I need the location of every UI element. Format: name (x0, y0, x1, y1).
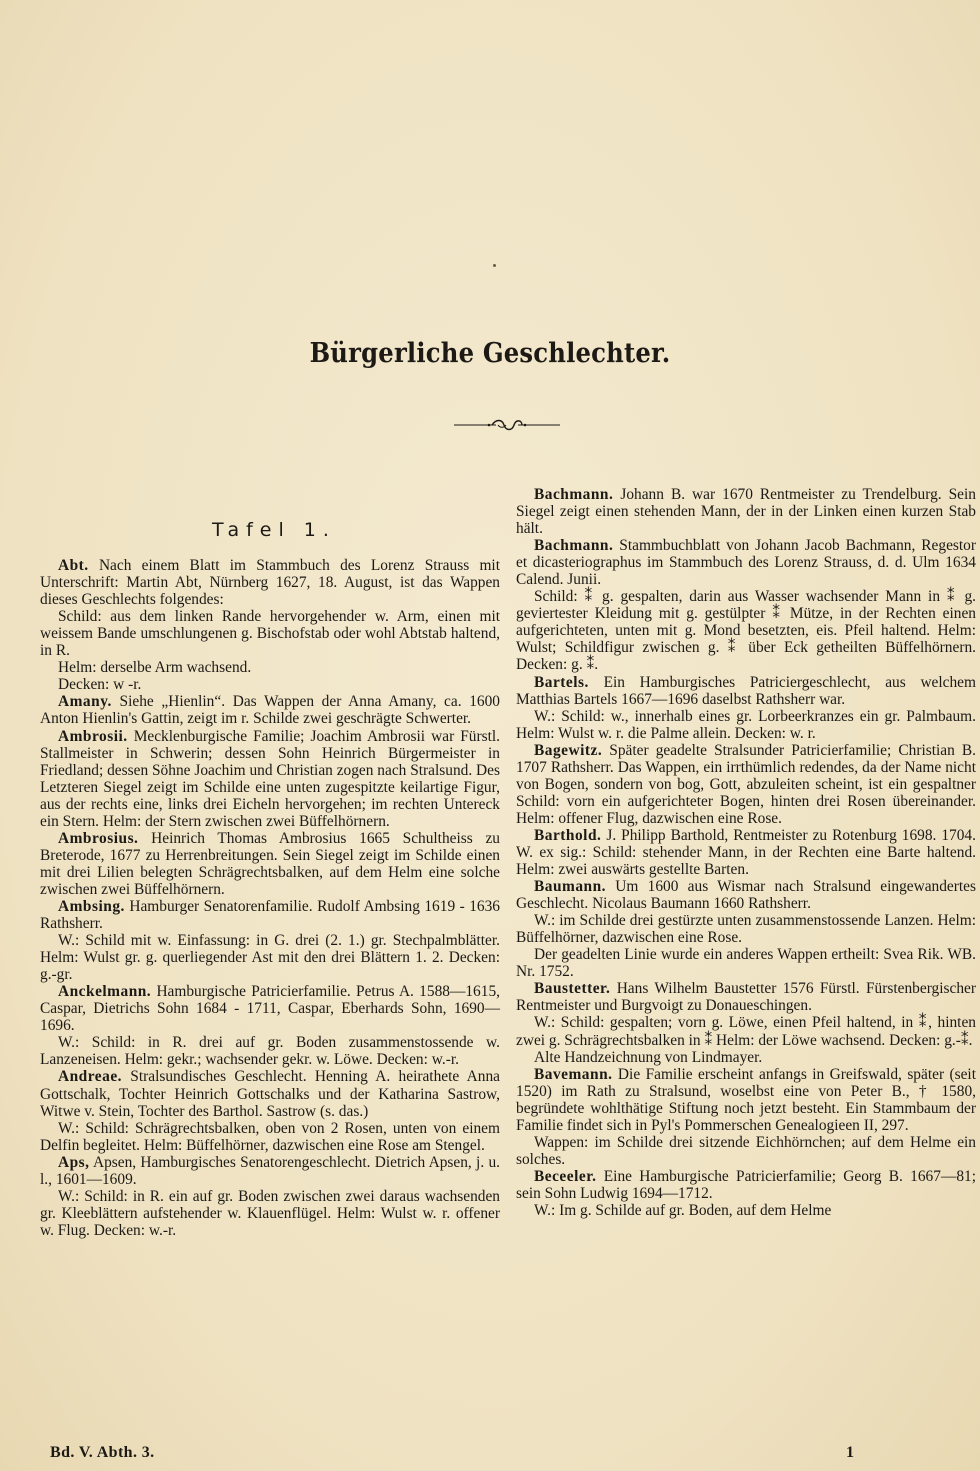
entry-paragraph (516, 486, 976, 537)
entry-text: W.: Schild mit w. Einfassung: in G. drei (2. 1.) gr. Stechpalmblätter. Helm: Wulst gr. g. querliegender Ast mit den drei Blättern 1. 2. Decken: g.-gr. (40, 932, 500, 984)
entry-paragraph (40, 557, 500, 608)
entry-text: W.: im Schilde drei gestürzte unten zusammenstossende Lanzen. Helm: Büffelhörner, dazwischen eine Rose. (516, 912, 976, 947)
entry-paragraph (40, 898, 500, 932)
entry-paragraph (40, 728, 500, 830)
footer-page-number: 1 (846, 1444, 854, 1461)
entry-paragraph (40, 1068, 500, 1119)
entry-text: J. Philipp Barthold, Rentmeister zu Rotenburg 1698. 1704. W. ex sig.: Schild: stehender Mann, in der Rechten eine Barte haltend. Helm: zwei auswärts gestellte Barten. (516, 826, 976, 879)
entry-paragraph (40, 608, 500, 659)
entry-text: Hamburger Senatorenfamilie. Rudolf Ambsing 1619 - 1636 Rathsherr. (40, 897, 500, 933)
entry-paragraph (516, 1066, 976, 1134)
entry-surname: Bartels. (534, 673, 589, 691)
entry-surname: Andreae. (58, 1068, 122, 1086)
entry-surname: Bachmann. (534, 486, 614, 503)
entry-paragraph (40, 932, 500, 983)
entry-text: Heinrich Thomas Ambrosius 1665 Schultheiss zu Breterode, 1677 zu Herrenbreitungen. Sein Siegel zeigt im Schilde einen mit drei Lilien belegten Schrägrechtsbalken, auf dem Helm eine solche zwischen zwei Büffelhörnern. (40, 829, 500, 898)
entry-paragraph (40, 1034, 500, 1068)
entry-text: Schild: ⁑ g. gespalten, darin aus Wasser wachsender Mann in ⁑ g. geviertester Kleidung mit g. gestülpter ⁑ Mütze, in der Rechten einen aufgerichteten, unten mit g. Mond besetzten, eis. Pfeil haltend. Helm: Wulst; Schildfigur zwischen g. ⁑ über Eck getheilten Büffelhörnern. Decken: g. ⁑. (516, 588, 976, 674)
entry-paragraph (40, 1188, 500, 1239)
entry-surname: Anckelmann. (58, 983, 152, 1001)
entry-paragraph (40, 693, 500, 727)
entry-text: Wappen: im Schilde drei sitzende Eichhörnchen; auf dem Helme ein solches. (516, 1133, 976, 1168)
entry-paragraph (516, 674, 976, 708)
entry-text: W.: Schild: gespalten; vorn g. Löwe, einen Pfeil haltend, in ⁑, hinten zwei g. Schrägrechtsbalken in ⁑ Helm: der Löwe wachsend. Decken: g.-⁑. (516, 1014, 976, 1049)
footer-volume: Bd. V. Abth. 3. (50, 1444, 155, 1461)
plate-heading: Tafel 1. (212, 519, 336, 541)
entry-text: Stammbuchblatt von Johann Jacob Bachmann, Regestor et dicasteriographus im Stammbuch des Lorenz Strauss, d. d. Ulm 1634 Calend. Junii. (516, 537, 976, 589)
entry-text: Siehe „Hienlin“. Das Wappen der Anna Amany, ca. 1600 Anton Hienlin's Gattin, zeigt im r. Schilde zwei geschrägte Schwerter. (40, 693, 500, 728)
entry-paragraph (516, 980, 976, 1014)
entry-text: Stralsundisches Geschlecht. Henning A. heirathete Anna Gottschalk, Tochter Heinrich Gottschalks und der Katharina Sastrow, Witwe v. Stein, Tochter des Barthol. Sastrow (s. das.) (40, 1068, 500, 1120)
entry-text: Schild: aus dem linken Rande hervorgehender w. Arm, einen mit weissem Bande umschlungenen g. Bischofstab oder wohl Abtstab haltend, in R. (40, 608, 500, 660)
entry-paragraph (516, 1134, 976, 1168)
entry-text: Mecklenburgische Familie; Joachim Ambrosii war Fürstl. Stallmeister in Schwerin; dessen Sohn Heinrich Bürgermeister in Friedland; dessen Söhne Joachim und Christian zogen nach Stralsund. Des Letzteren Siegel zeigt im Schilde eine unten zugespitzte keilartige Figur, aus der rechts eine, links drei Eicheln hervorgehen; im rechten Untereck ein Stern. Helm: der Stern zwischen zwei Büffelhörnern. (40, 727, 500, 830)
entry-paragraph (516, 1014, 976, 1048)
paper-speck (493, 264, 496, 267)
page-title: Bürgerliche Geschlechter. (309, 338, 671, 369)
entry-surname: Bagewitz. (534, 741, 603, 759)
entry-paragraph (40, 983, 500, 1034)
entry-surname: Abt. (58, 557, 89, 575)
entry-text: Hans Wilhelm Baustetter 1576 Fürstl. Fürstenbergischer Rentmeister und Burgvoigt zu Donaueschingen. (516, 980, 976, 1015)
entry-text: Helm: derselbe Arm wachsend. (58, 659, 252, 677)
entry-text: Decken: w -r. (58, 676, 142, 694)
right-column (516, 486, 976, 1219)
entry-surname: Aps, (58, 1153, 90, 1171)
left-entry-list (40, 557, 500, 1239)
entry-text: Hamburgische Patricierfamilie. Petrus A. 1588—1615, Caspar, Dietrichs Sohn 1684 - 1711, Caspar, Eberhards Sohn, 1690—1696. (40, 983, 500, 1035)
left-column (40, 484, 500, 1239)
right-entry-list (516, 486, 976, 1219)
entry-surname: Amany. (58, 693, 112, 711)
entry-paragraph (40, 1120, 500, 1154)
entry-paragraph (516, 1202, 976, 1219)
entry-text: W.: Im g. Schilde auf gr. Boden, auf dem Helme (534, 1201, 832, 1219)
entry-paragraph (516, 946, 976, 980)
entry-text: W.: Schild: w., innerhalb eines gr. Lorbeerkranzes ein gr. Palmbaum. Helm: Wulst w. r. die Palme allein. Decken: w. r. (516, 707, 976, 742)
entry-text: Um 1600 aus Wismar nach Stralsund eingewandertes Geschlecht. Nicolaus Baumann 1660 Rathsherr. (516, 878, 976, 913)
entry-text: Johann B. war 1670 Rentmeister zu Trendelburg. Sein Siegel zeigt einen stehenden Mann, der in der Linken einen kurzen Stab hält. (516, 486, 976, 538)
entry-paragraph (516, 588, 976, 673)
entry-paragraph (516, 742, 976, 827)
entry-surname: Bavemann. (534, 1065, 613, 1083)
entry-paragraph (516, 537, 976, 588)
entry-paragraph (40, 676, 500, 693)
entry-surname: Ambsing. (58, 897, 125, 915)
entry-paragraph (40, 1154, 500, 1188)
title-ornament-divider (452, 414, 562, 436)
entry-paragraph (516, 708, 976, 742)
entry-surname: Bachmann. (534, 537, 614, 555)
entry-surname: Baustetter. (534, 980, 611, 998)
entry-text: Der geadelten Linie wurde ein anderes Wappen ertheilt: Svea Rik. WB. Nr. 1752. (516, 946, 976, 981)
entry-paragraph (516, 827, 976, 878)
entry-surname: Ambrosius. (58, 829, 139, 847)
entry-text: W.: Schild: in R. drei auf gr. Boden zusammenstossende w. Lanzeneisen. Helm: gekr.; wachsender gekr. w. Löwe. Decken: w.-r. (40, 1034, 500, 1069)
entry-text: W.: Schild: Schrägrechtsbalken, oben von 2 Rosen, unten von einem Delfin begleitet. Helm: Büffelhörner, dazwischen eine Rose am Stengel. (40, 1119, 500, 1154)
entry-text: Nach einem Blatt im Stammbuch des Lorenz Strauss mit Unterschrift: Martin Abt, Nürnberg 1627, 18. August, ist das Wappen dieses Geschlechts folgendes: (40, 557, 500, 609)
entry-text: Die Familie erscheint anfangs in Greifswald, später (seit 1520) im Rath zu Stralsund, woselbst eine von Peter B., † 1580, begründete wohlthätige Stiftung noch jetzt besteht. Ein Stammbaum der Familie findet sich in Pyl's Pommerschen Genealogieen II, 297. (516, 1065, 976, 1134)
entry-text: Ein Hamburgisches Patriciergeschlecht, aus welchem Matthias Bartels 1667—1696 daselbst Rathsherr war. (516, 673, 976, 708)
entry-text: Eine Hamburgische Patricierfamilie; Georg B. 1667—81; sein Sohn Ludwig 1694—1712. (516, 1167, 976, 1202)
entry-paragraph (40, 830, 500, 898)
entry-paragraph (516, 912, 976, 946)
entry-text: Alte Handzeichnung von Lindmayer. (534, 1048, 763, 1066)
entry-text: Apsen, Hamburgisches Senatorengeschlecht. Dietrich Apsen, j. u. l., 1601—1609. (40, 1153, 501, 1188)
entry-surname: Beceeler. (534, 1167, 597, 1185)
entry-paragraph (516, 1049, 976, 1066)
entry-text: W.: Schild: in R. ein auf gr. Boden zwischen zwei daraus wachsenden gr. Kleeblättern aufstehender w. Klauenflügel. Helm: Wulst w. r. offener w. Flug. Decken: w.-r. (40, 1187, 500, 1239)
entry-paragraph (516, 1168, 976, 1202)
entry-surname: Barthold. (534, 826, 602, 844)
entry-text: Später geadelte Stralsunder Patricierfamilie; Christian B. 1707 Rathsherr. Das Wappen, ein irrthümlich redendes, da der Name nicht von Bogen, sondern von bog, Gott, abzuleiten scheint, ist ein gespaltner Schild: vorn ein aufgerichteter Bogen, hinten drei Rosen übereinander. Helm: offener Flug, dazwischen eine Rose. (516, 741, 976, 827)
entry-paragraph (40, 659, 500, 676)
entry-surname: Ambrosii. (58, 727, 128, 745)
entry-surname: Baumann. (534, 878, 607, 896)
entry-paragraph (516, 878, 976, 912)
